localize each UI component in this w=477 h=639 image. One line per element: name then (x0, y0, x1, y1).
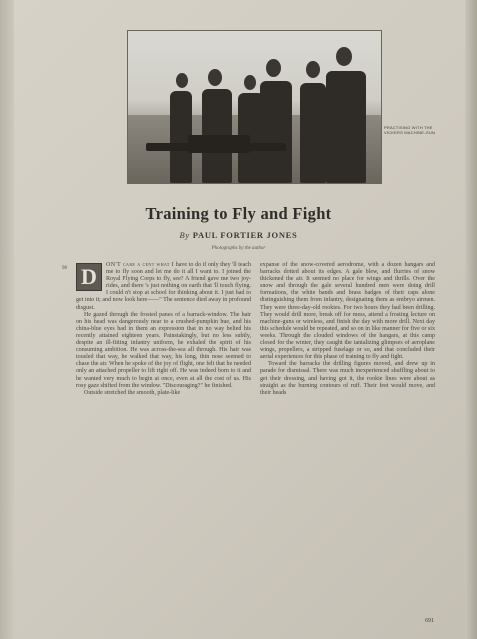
article-title: Training to Fly and Fight (145, 204, 332, 223)
page-left-edge (0, 0, 14, 639)
photo-figure (300, 83, 326, 183)
drop-cap: D (76, 263, 102, 291)
photo-figure-head (208, 69, 222, 86)
photo-figure-head (176, 73, 188, 88)
author-name: PAUL FORTIER JONES (192, 230, 298, 240)
byline (0, 230, 477, 240)
photo-caption: PRACTISING WITH THE VICKERS MACHINE-GUN (384, 125, 436, 135)
photo-figure-head (336, 47, 352, 66)
first-line: ON'T care a cent what I (106, 262, 175, 268)
photo-figure-head (306, 61, 320, 78)
photo-figure (326, 71, 366, 183)
photo-credit: Photographs by the author (211, 246, 266, 251)
paragraph-text: have to do if only they 'll teach me to fly soon and let me do it all I want to. I joined the Royal Flying Corps to fly, see? A friend gave me two joy-rides, and there 's just nothing on earth that 'll touch flying. I could n't stop at school for thinking about it. I just had to get into it; and now look here——" The sentence died away in profound disgust. (76, 262, 251, 311)
page-right-edge (465, 0, 477, 639)
byline-prefix: By (179, 230, 190, 240)
machine-gun-body (188, 135, 250, 153)
right-column (260, 262, 435, 397)
margin-number: 98 (62, 266, 67, 271)
article-photograph (127, 30, 382, 184)
paragraph: expanse of the snow-covered aerodrome, with a dozen hangars and barracks dotted about its edges. A gale blew, and flurries of snow thickened the air. It seemed no place for wings and thrills. Over the snow and through the gale several hundred men were doing drill formations, the white bands and brass badges of their caps alone distinguishing them from infantry, designating them as embryo airmen. They were three-day-old rookies. For two hours they had been drilling. They would drill more, break off for mess, attend a frosting lecture on machine-guns or wireless, and finish the day with more drill. Next day this schedule would be repeated, and so on in like manner for five or six weeks. Through the clouded windows of the hangars, at this camp closed for the winter, they caught the tantalizing glimpses of aeroplane wings, propellers, a stripped fuselage or so, and that concluded their aerial experiences for this phase of training to fly and fight. (260, 262, 435, 361)
page-number: 691 (425, 618, 434, 624)
photo-figure-head (266, 59, 281, 77)
paragraph: He gazed through the frosted panes of a barrack-window. The hair on his head was dangerously near to a crushed-pumpkin hue, and his china-blue eyes had in them an expression that in no way belied his recently attained eighteen years. Painstakingly, but no less subtly, despite an ill-fitting infantry uniform, he exhaled the spirit of his consuming ambition. He was across-the-sea all through. His hair was tousled that way, he walked that way, his long, thin nose seemed to chase the air. When he spoke of the joy of flight, one felt that he needed only an attached propeller to lift right off. He was indeed born to it and he wanted very much to begin at once, even at all the cost of us. His rosy gaze shifted from the window. "Discouraging?" he finished. (76, 311, 251, 389)
paragraph: Toward the barracks the drilling figures moved, and drew up in parade for dismissal. There was much inexperienced shuffling about to get their dressing, and having got it, the rookie lines were about as straight as the burning contours of ruff. Their feet would move, and their heads (260, 361, 435, 396)
photo-figure-head (244, 75, 256, 90)
left-column (76, 262, 251, 397)
photo-figure (260, 81, 292, 183)
paragraph: Outside stretched the smooth, plate-like (84, 389, 181, 396)
paragraph (76, 262, 251, 312)
